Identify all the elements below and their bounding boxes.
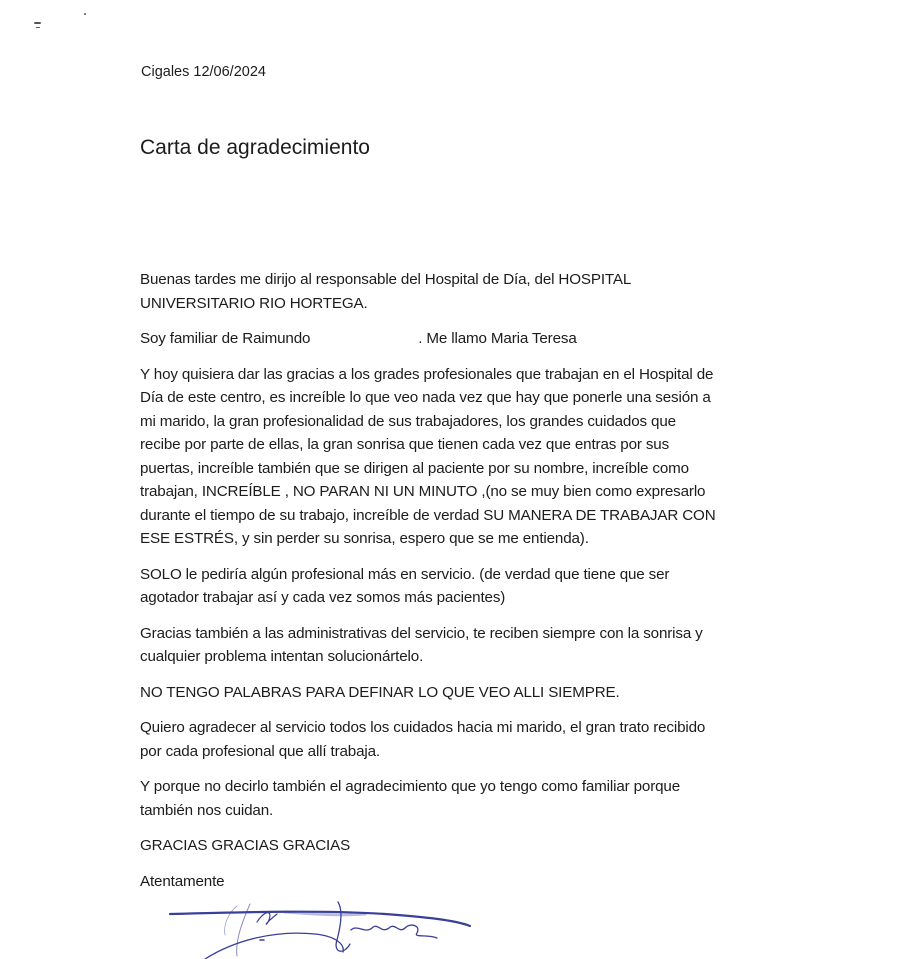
paragraph-request [140, 563, 780, 610]
text-line: agotador trabajar así y cada vez somos más pacientes) [140, 589, 506, 606]
text-line: Quiero agradecer al servicio todos los cuidados hacia mi marido, el gran trato recibido [140, 719, 706, 736]
paragraph-administrative [140, 622, 780, 669]
closing: Atentamente [140, 872, 225, 890]
text-line: trabajan, INCREÍBLE , NO PARAN NI UN MINUTO ,(no se muy bien como expresarlo [140, 483, 706, 500]
text-line: Buenas tardes me dirijo al responsable del Hospital de Día, del HOSPITAL [140, 271, 632, 288]
intro-relation: Soy familiar de Raimundo [140, 330, 311, 347]
text-line: ESE ESTRÉS, y sin perder su sonrisa, espero que se me entienda). [140, 530, 589, 547]
text-line: Y porque no decirlo también el agradecimiento que yo tengo como familiar porque [140, 778, 681, 795]
paragraph-family [140, 775, 780, 822]
intro-name: . Me llamo Maria Teresa [418, 330, 577, 347]
text-line: UNIVERSITARIO RIO HORTEGA. [140, 294, 368, 312]
paragraph-thanks-staff [140, 363, 780, 551]
text-line: Gracias también a las administrativas del servicio, te reciben siempre con la sonrisa y [140, 624, 703, 642]
paragraph-no-words [140, 681, 780, 705]
text-line: SOLO le pediría algún profesional más en servicio. (de verdad que tiene que ser [140, 565, 670, 583]
text-line: cualquier problema intentan solucionártelo. [140, 648, 424, 665]
letter-body [140, 268, 780, 905]
text-line: puertas, increíble también que se dirigen al paciente por su nombre, increíble como [140, 459, 689, 477]
letter-title: Carta de agradecimiento [140, 136, 370, 159]
place-date: Cigales 12/06/2024 [141, 64, 266, 80]
text-line: durante el tiempo de su trabajo, increíble de verdad SU MANERA DE TRABAJAR CON [140, 506, 716, 524]
signature-stroke [205, 933, 343, 959]
signature-stroke [225, 906, 237, 935]
thanks-line: GRACIAS GRACIAS GRACIAS [140, 837, 351, 854]
text-line: por cada profesional que allí trabaja. [140, 742, 380, 760]
scan-speck [36, 27, 40, 28]
text-line: NO TENGO PALABRAS PARA DEFINAR LO QUE VEO ALLI SIEMPRE. [140, 683, 620, 701]
text-line: también nos cuidan. [140, 801, 274, 819]
text-line: mi marido, la gran profesionalidad de sus trabajadores, los grandes cuidados que [140, 412, 676, 430]
signature-stroke [336, 902, 350, 951]
paragraph-greeting [140, 268, 780, 315]
text-line: Y hoy quisiera dar las gracias a los grades profesionales que trabajan en el Hospital de [140, 365, 714, 383]
signature-stroke [351, 925, 437, 938]
text-line: Día de este centro, es increíble lo que veo nada vez que hay que ponerle una sesión a [140, 389, 711, 406]
handwritten-signature [165, 900, 485, 959]
scan-speck [34, 22, 41, 24]
scan-speck [84, 13, 86, 15]
paragraph-intro [140, 327, 780, 351]
paragraph-gratitude [140, 716, 780, 763]
text-line: recibe por parte de ellas, la gran sonrisa que tienen cada vez que entras por sus [140, 436, 670, 453]
signature-stroke [257, 913, 277, 925]
text-line [140, 327, 780, 351]
